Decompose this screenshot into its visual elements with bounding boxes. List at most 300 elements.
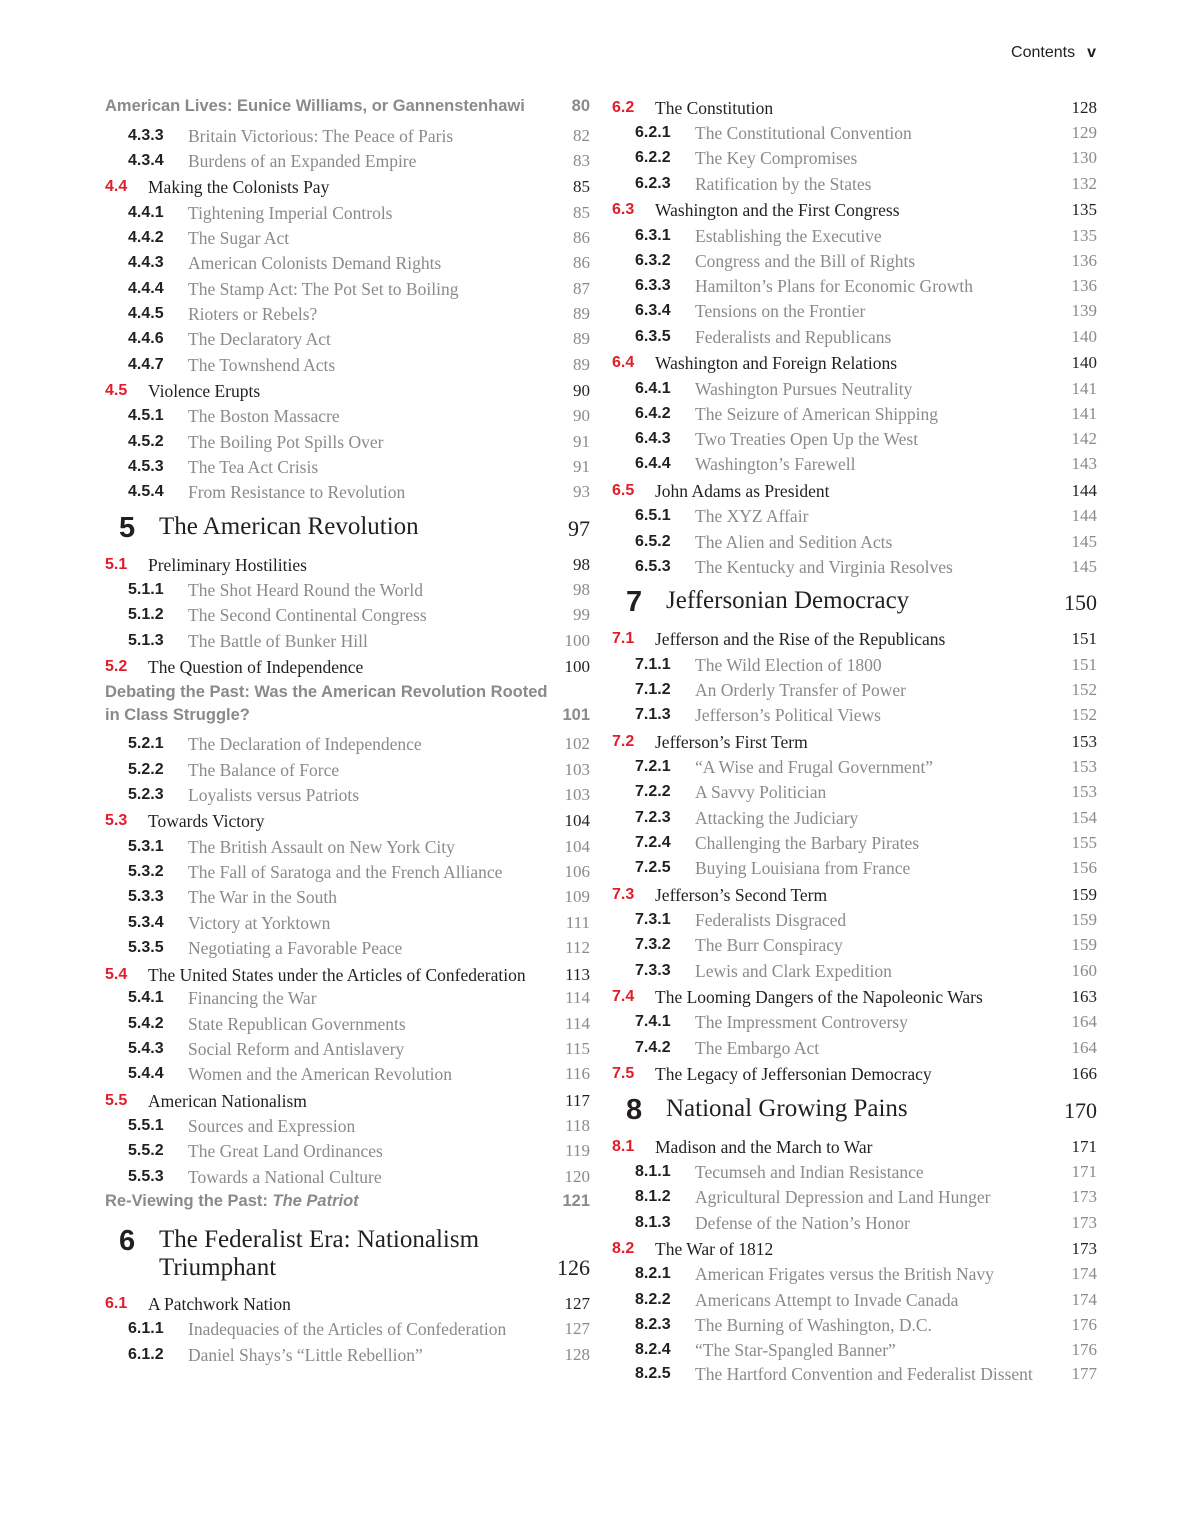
toc-sub-entry[interactable]: [612, 933, 1097, 958]
toc-sub-entry[interactable]: [105, 935, 590, 960]
toc-section-entry[interactable]: [612, 1061, 1097, 1087]
toc-section-entry[interactable]: [105, 809, 590, 835]
toc-sub-entry[interactable]: [612, 324, 1097, 349]
toc-sub-entry[interactable]: [105, 603, 590, 628]
toc-sub-entry[interactable]: [105, 732, 590, 757]
toc-section-entry[interactable]: [105, 175, 590, 201]
toc-sub-entry[interactable]: [612, 1010, 1097, 1035]
toc-sub-number: 8.2.4: [635, 1341, 671, 1359]
toc-sub-entry[interactable]: [612, 146, 1097, 171]
toc-section-number: 6.3: [612, 201, 635, 219]
toc-sub-title: [188, 784, 565, 806]
header-label: Contents: [1011, 44, 1076, 61]
toc-sub-entry[interactable]: [105, 782, 590, 807]
toc-title-text: Preliminary Hostilities: [148, 554, 307, 575]
toc-sub-title: [695, 654, 1072, 676]
toc-page-number: 99: [573, 605, 590, 625]
toc-sub-title: [695, 756, 1072, 778]
toc-page-number: 130: [1071, 148, 1097, 168]
toc-sub-number: 5.3.2: [128, 863, 164, 881]
toc-page-number: 85: [573, 202, 590, 222]
toc-page-number: 156: [1071, 858, 1097, 878]
toc-title-text: The Kentucky and Virginia Resolves: [695, 556, 953, 577]
toc-sub-entry[interactable]: [105, 628, 590, 653]
toc-sub-title: [188, 1344, 565, 1366]
toc-section-entry[interactable]: [105, 552, 590, 578]
toc-sub-number: 5.5.3: [128, 1167, 164, 1185]
toc-title-text: Women and the American Revolution: [188, 1064, 452, 1085]
toc-sub-title: [188, 759, 565, 781]
toc-sub-title: [695, 1161, 1072, 1183]
toc-sub-entry[interactable]: [612, 830, 1097, 855]
toc-section-entry[interactable]: [612, 882, 1097, 908]
toc-sub-entry[interactable]: [105, 1342, 590, 1367]
toc-sub-number: 7.2.1: [635, 757, 671, 775]
toc-page-number: 135: [1071, 225, 1097, 245]
toc-section-entry[interactable]: [105, 654, 590, 680]
toc-sub-entry[interactable]: [612, 426, 1097, 451]
toc-sub-entry[interactable]: [105, 910, 590, 935]
toc-sub-number: 4.5.3: [128, 457, 164, 475]
toc-section-number: 5.1: [105, 555, 128, 573]
toc-sub-title: [188, 604, 573, 626]
toc-sub-title: [695, 326, 1072, 348]
toc-page-number: 106: [564, 862, 590, 882]
toc-sub-title: [695, 1263, 1072, 1285]
toc-section-number: 6.2: [612, 98, 635, 116]
toc-section-number: 7.5: [612, 1065, 635, 1083]
toc-sub-entry[interactable]: [612, 805, 1097, 830]
toc-title-text: The Constitutional Convention: [695, 123, 912, 144]
toc-sub-entry[interactable]: [105, 148, 590, 173]
toc-sub-entry[interactable]: [105, 577, 590, 602]
toc-sub-entry[interactable]: [612, 677, 1097, 702]
toc-sub-number: 5.2.2: [128, 760, 164, 778]
toc-page-number: 159: [1071, 909, 1097, 929]
toc-sub-entry[interactable]: [105, 429, 590, 454]
toc-page-number: 126: [557, 1255, 590, 1281]
toc-page-number: 152: [1071, 679, 1097, 699]
toc-sub-entry[interactable]: [105, 480, 590, 505]
toc-sub-entry[interactable]: [612, 1159, 1097, 1184]
toc-section-title: [655, 480, 1072, 502]
toc-page-number: 90: [573, 380, 590, 400]
toc-feature-title: [105, 95, 572, 118]
toc-chapter-entry[interactable]: [105, 505, 590, 551]
toc-title-text: Ratification by the States: [695, 173, 872, 194]
toc-title-text: The British Assault on New York City: [188, 836, 455, 857]
toc-sub-number: 4.4.3: [128, 254, 164, 272]
toc-title-text: “A Wise and Frugal Government”: [695, 756, 934, 777]
toc-sub-number: 5.5.1: [128, 1116, 164, 1134]
toc-feature-entry[interactable]: [105, 680, 590, 732]
toc-page-number: 101: [562, 705, 590, 724]
toc-section-entry[interactable]: [612, 626, 1097, 652]
toc-sub-title: [188, 481, 573, 503]
toc-section-entry[interactable]: [612, 1134, 1097, 1160]
toc-title-text: Washington and the First Congress: [655, 200, 900, 221]
toc-title-text: Rioters or Rebels?: [188, 303, 318, 324]
toc-section-number: 4.4: [105, 178, 128, 196]
toc-page-number: 153: [1071, 756, 1097, 776]
toc-title-text: Challenging the Barbary Pirates: [695, 832, 920, 853]
toc-sub-number: 6.3.5: [635, 327, 671, 345]
toc-sub-entry[interactable]: [612, 273, 1097, 298]
toc-sub-entry[interactable]: [105, 301, 590, 326]
toc-chapter-number: 8: [626, 1093, 643, 1126]
toc-sub-entry[interactable]: [612, 504, 1097, 529]
toc-page-number: 155: [1071, 832, 1097, 852]
toc-sub-title: [695, 832, 1072, 854]
toc-section-entry[interactable]: [612, 197, 1097, 223]
toc-sub-entry[interactable]: [612, 121, 1097, 146]
toc-sub-number: 7.3.1: [635, 910, 671, 928]
toc-sub-entry[interactable]: [612, 1262, 1097, 1287]
toc-title-text: The Tea Act Crisis: [188, 456, 319, 477]
toc-sub-title: [695, 934, 1072, 956]
toc-sub-entry[interactable]: [105, 757, 590, 782]
toc-sub-title: [188, 836, 565, 858]
toc-sub-entry[interactable]: [612, 1363, 1097, 1385]
toc-sub-entry[interactable]: [105, 859, 590, 884]
toc-page-number: 97: [568, 515, 590, 541]
toc-sub-entry[interactable]: [105, 986, 590, 1011]
toc-sub-entry[interactable]: [105, 1113, 590, 1138]
toc-sub-entry[interactable]: [612, 1185, 1097, 1210]
toc-sub-number: 4.4.2: [128, 229, 164, 247]
toc-page-number: 139: [1071, 301, 1097, 321]
toc-sub-title: [695, 122, 1072, 144]
toc-sub-entry[interactable]: [105, 1139, 590, 1164]
toc-sub-entry[interactable]: [612, 754, 1097, 779]
toc-page-number: 112: [565, 937, 590, 957]
toc-section-entry[interactable]: [105, 378, 590, 404]
toc-page-number: 114: [565, 988, 590, 1008]
toc-title-text: The Boston Massacre: [188, 406, 340, 427]
toc-section-title: [148, 554, 573, 576]
toc-page-number: 145: [1071, 531, 1097, 551]
toc-title-text: The Question of Independence: [148, 657, 364, 677]
toc-section-number: 5.2: [105, 658, 128, 675]
toc-page-number: 166: [1071, 1064, 1097, 1084]
toc-title-text: From Resistance to Revolution: [188, 482, 406, 503]
toc-sub-title: [188, 1013, 565, 1035]
toc-title-text: Americans Attempt to Invade Canada: [695, 1289, 959, 1310]
toc-page-number: 91: [573, 456, 590, 476]
toc-section-entry[interactable]: [612, 95, 1097, 121]
toc-sub-title: [188, 1318, 565, 1340]
toc-page-number: 141: [1071, 403, 1097, 423]
toc-sub-number: 8.2.3: [635, 1315, 671, 1333]
toc-sub-entry[interactable]: [105, 352, 590, 377]
toc-sub-number: 6.2.3: [635, 174, 671, 192]
toc-sub-entry[interactable]: [105, 1317, 590, 1342]
toc-page-number: 145: [1071, 556, 1097, 576]
toc-sub-number: 6.2.1: [635, 124, 671, 142]
toc-sub-entry[interactable]: [612, 652, 1097, 677]
toc-sub-title: [188, 1166, 565, 1188]
toc-chapter-entry[interactable]: [612, 579, 1097, 625]
toc-title-text: Burdens of an Expanded Empire: [188, 150, 417, 171]
toc-title-text: The Legacy of Jeffersonian Democracy: [655, 1064, 932, 1085]
toc-sub-number: 6.3.3: [635, 277, 671, 295]
toc-sub-title: [188, 886, 565, 908]
toc-sub-entry[interactable]: [105, 885, 590, 910]
toc-title-text: Jefferson’s First Term: [655, 731, 808, 752]
toc-section-number: 6.4: [612, 354, 635, 372]
toc-chapter-entry[interactable]: [105, 1218, 590, 1290]
toc-page-number: 103: [564, 784, 590, 804]
toc-sub-number: 5.4.2: [128, 1014, 164, 1032]
toc-feature-entry[interactable]: [105, 94, 590, 123]
toc-chapter-number: 6: [119, 1225, 136, 1258]
toc-sub-title: [188, 987, 565, 1009]
toc-title-text: Jefferson’s Second Term: [655, 884, 828, 905]
toc-sub-entry[interactable]: [612, 554, 1097, 579]
toc-section-entry[interactable]: [612, 1236, 1097, 1262]
toc-sub-title: [695, 1212, 1072, 1234]
toc-sub-entry[interactable]: [612, 223, 1097, 248]
toc-page-number: 89: [573, 329, 590, 349]
toc-page-number: 128: [564, 1344, 590, 1364]
toc-title-text: Towards a National Culture: [188, 1166, 382, 1187]
toc-page-number: 176: [1071, 1340, 1097, 1360]
toc-sub-title: [188, 937, 565, 959]
toc-sub-title: [188, 303, 573, 325]
toc-section-number: 7.1: [612, 630, 635, 648]
toc-title-text: Hamilton’s Plans for Economic Growth: [695, 276, 974, 297]
running-header: [1011, 44, 1096, 62]
toc-title-text: The United States under the Articles of Confederation: [148, 964, 526, 985]
toc-sub-number: 5.2.3: [128, 785, 164, 803]
toc-section-title: [148, 1293, 565, 1315]
toc-section-entry[interactable]: [612, 350, 1097, 376]
toc-section-number: 7.2: [612, 732, 635, 750]
toc-page-number: 173: [1071, 1212, 1097, 1232]
toc-sub-number: 6.4.3: [635, 430, 671, 448]
toc-page-number: 132: [1071, 173, 1097, 193]
toc-page-number: 104: [564, 836, 590, 856]
toc-page-number: 127: [564, 1293, 590, 1313]
toc-section-entry[interactable]: [612, 984, 1097, 1010]
toc-sub-entry[interactable]: [105, 1011, 590, 1036]
toc-title-text: The Townshend Acts: [188, 354, 336, 375]
toc-title-text: The Boiling Pot Spills Over: [188, 431, 384, 452]
toc-chapter-number: 5: [119, 511, 136, 544]
toc-section-number: 5.5: [105, 1091, 128, 1109]
toc-sub-entry[interactable]: [612, 1312, 1097, 1337]
toc-page-number: 98: [573, 554, 590, 574]
toc-sub-number: 6.1.2: [128, 1345, 164, 1363]
toc-page-number: 143: [1071, 454, 1097, 474]
toc-sub-title: [695, 505, 1072, 527]
toc-title-text: Jeffersonian Democracy: [666, 587, 910, 615]
toc-page-number: 154: [1071, 807, 1097, 827]
toc-section-title: [655, 352, 1072, 374]
toc-page-number: 100: [564, 630, 590, 650]
toc-title-text: Making the Colonists Pay: [148, 177, 330, 198]
toc-page-number: 129: [1071, 123, 1097, 143]
toc-title-text: Federalists Disgraced: [695, 909, 847, 930]
toc-section-title: [655, 1238, 1072, 1260]
toc-page-number: 111: [565, 912, 590, 932]
toc-title-text: Federalists and Republicans: [695, 326, 892, 347]
toc-chapter-entry[interactable]: [612, 1087, 1097, 1133]
toc-sub-entry[interactable]: [612, 856, 1097, 881]
toc-title-text: The Alien and Sedition Acts: [695, 531, 893, 552]
toc-sub-number: 7.3.2: [635, 936, 671, 954]
toc-sub-entry[interactable]: [105, 834, 590, 859]
toc-title-text: Two Treaties Open Up the West: [695, 429, 919, 450]
toc-section-title: [655, 884, 1072, 906]
toc-sub-entry[interactable]: [612, 376, 1097, 401]
toc-sub-entry[interactable]: [105, 1036, 590, 1061]
toc-sub-entry[interactable]: [612, 529, 1097, 554]
toc-page-number: 177: [1071, 1363, 1097, 1383]
toc-title-text: Washington and Foreign Relations: [655, 353, 898, 374]
toc-page-number: 115: [565, 1038, 590, 1058]
toc-sub-title: [695, 960, 1072, 982]
toc-sub-entry[interactable]: [105, 276, 590, 301]
toc-page-number: 164: [1071, 1037, 1097, 1057]
toc-section-entry[interactable]: [105, 1088, 590, 1114]
toc-sub-entry[interactable]: [612, 958, 1097, 983]
toc-section-number: 5.3: [105, 812, 128, 830]
toc-page-number: 163: [1071, 986, 1097, 1006]
toc-sub-title: [188, 202, 573, 224]
toc-title-text: The Looming Dangers of the Napoleonic Wars: [655, 986, 983, 1007]
toc-sub-entry[interactable]: [612, 1210, 1097, 1235]
toc-page-number: 151: [1071, 654, 1097, 674]
toc-sub-title: [695, 556, 1072, 578]
toc-sub-entry[interactable]: [612, 1035, 1097, 1060]
toc-section-entry[interactable]: [612, 729, 1097, 755]
toc-sub-number: 8.2.5: [635, 1364, 671, 1382]
toc-section-number: 8.2: [612, 1239, 635, 1257]
toc-sub-number: 6.2.2: [635, 149, 671, 167]
toc-title-text: The Declaration of Independence: [188, 734, 422, 755]
toc-page-number: 141: [1071, 378, 1097, 398]
toc-sub-title: [695, 403, 1072, 425]
toc-page-number: 140: [1071, 353, 1097, 373]
toc-page-number: 103: [564, 759, 590, 779]
toc-feature-entry[interactable]: [105, 1189, 590, 1218]
toc-sub-entry[interactable]: [612, 452, 1097, 477]
toc-sub-entry[interactable]: [105, 454, 590, 479]
toc-page-number: 109: [564, 887, 590, 907]
toc-sub-number: 5.1.2: [128, 606, 164, 624]
toc-sub-entry[interactable]: [612, 299, 1097, 324]
toc-sub-entry[interactable]: [612, 1338, 1097, 1363]
toc-section-title: [148, 1090, 565, 1112]
toc-sub-number: 6.5.2: [635, 532, 671, 550]
toc-page-number: 150: [1064, 590, 1097, 616]
toc-sub-entry[interactable]: [612, 780, 1097, 805]
toc-section-title: [655, 986, 1072, 1008]
toc-title-text: The Burr Conspiracy: [695, 935, 843, 956]
toc-sub-title: [188, 328, 573, 350]
toc-sub-number: 4.5.4: [128, 483, 164, 501]
toc-sub-entry[interactable]: [612, 907, 1097, 932]
toc-title-italic: The Patriot: [272, 1192, 359, 1211]
toc-sub-entry[interactable]: [105, 1062, 590, 1087]
toc-sub-number: 7.4.2: [635, 1038, 671, 1056]
toc-sub-entry[interactable]: [612, 1287, 1097, 1312]
toc-title-text: The Key Compromises: [695, 148, 858, 169]
toc-title-text: The Burning of Washington, D.C.: [695, 1314, 932, 1335]
toc-page-number: 140: [1071, 326, 1097, 346]
toc-page-number: 151: [1071, 629, 1097, 649]
toc-sub-title: [695, 1037, 1072, 1059]
toc-section-title: [148, 810, 565, 832]
toc-sub-number: 5.3.4: [128, 913, 164, 931]
toc-section-title: [148, 656, 565, 678]
toc-sub-entry[interactable]: [105, 123, 590, 148]
toc-sub-title: [695, 225, 1072, 247]
toc-sub-number: 8.1.3: [635, 1213, 671, 1231]
toc-page-number: 98: [573, 580, 590, 599]
toc-sub-entry[interactable]: [612, 703, 1097, 728]
toc-sub-title: [695, 275, 1072, 297]
toc-section-entry[interactable]: [105, 1291, 590, 1317]
toc-section-title: [655, 199, 1072, 221]
toc-sub-entry[interactable]: [105, 225, 590, 250]
toc-title-text: Sources and Expression: [188, 1115, 356, 1136]
toc-sub-number: 6.5.1: [635, 507, 671, 525]
toc-sub-title: [188, 150, 573, 172]
toc-sub-entry[interactable]: [105, 251, 590, 276]
toc-section-number: 6.1: [105, 1294, 128, 1312]
toc-title-text: Lewis and Clark Expedition: [695, 960, 892, 981]
toc-title-text: Financing the War: [188, 988, 317, 1009]
toc-chapter-title: [666, 587, 1064, 615]
toc-title-text: The Battle of Bunker Hill: [188, 630, 368, 651]
toc-section-number: 7.3: [612, 885, 635, 903]
toc-sub-number: 5.3.3: [128, 888, 164, 906]
toc-title-text: The Sugar Act: [188, 228, 290, 249]
toc-page-number: 100: [564, 657, 590, 676]
toc-page-number: 160: [1071, 960, 1097, 980]
toc-section-title: [148, 380, 573, 402]
toc-title-text: Inadequacies of the Articles of Confederation: [188, 1319, 507, 1340]
toc-sub-entry[interactable]: [612, 171, 1097, 196]
toc-sub-entry[interactable]: [105, 1164, 590, 1189]
toc-sub-number: 7.1.2: [635, 680, 671, 698]
toc-title-text: The Federalist Era: Nationalism Triumphant: [159, 1226, 480, 1282]
toc-sub-entry[interactable]: [612, 401, 1097, 426]
toc-sub-entry[interactable]: [105, 327, 590, 352]
toc-sub-title: [188, 354, 573, 376]
toc-sub-number: 8.1.2: [635, 1188, 671, 1206]
toc-chapter-title: [666, 1095, 1064, 1123]
toc-column-right: [612, 94, 1097, 1385]
toc-sub-number: 7.3.3: [635, 961, 671, 979]
toc-sub-entry[interactable]: [105, 404, 590, 429]
toc-section-title: [655, 1136, 1072, 1158]
toc-title-text: Jefferson and the Rise of the Republicans: [655, 629, 946, 650]
toc-page-number: 144: [1071, 506, 1097, 526]
toc-section-entry[interactable]: [612, 478, 1097, 504]
toc-sub-entry[interactable]: [105, 200, 590, 225]
toc-title-text: Tecumseh and Indian Resistance: [695, 1161, 924, 1182]
toc-title-text: “The Star-Spangled Banner”: [695, 1340, 896, 1361]
toc-sub-entry[interactable]: [612, 248, 1097, 273]
toc-section-entry[interactable]: [105, 962, 590, 986]
toc-chapter-title: [159, 1226, 557, 1282]
toc-sub-number: 7.2.5: [635, 859, 671, 877]
toc-title-text: Congress and the Bill of Rights: [695, 250, 916, 271]
toc-title-text: National Growing Pains: [666, 1094, 908, 1122]
